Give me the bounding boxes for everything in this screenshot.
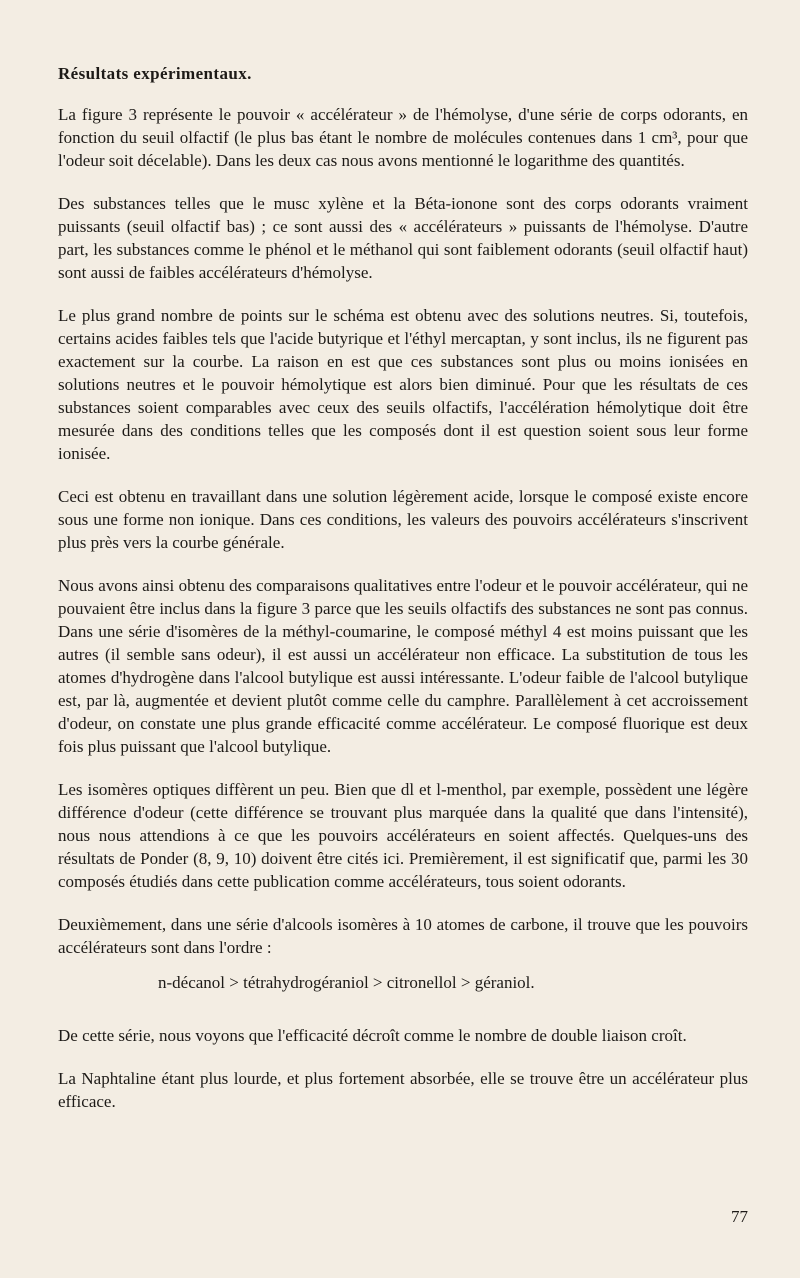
paragraph-figure-3: La figure 3 représente le pouvoir « accélérateur » de l'hémolyse, d'une série de corps odorants, en fonction du seuil olfactif (le plus bas étant le nombre de molécules contenues dans 1 cm³, pour que l'odeur soit décelable). Dans les deux cas nous avons mentionné le logarithme des quantités. (58, 105, 748, 170)
paragraph-efficiency-decrease: De cette série, nous voyons que l'efficacité décroît comme le nombre de double liaison croît. (58, 1026, 687, 1045)
paragraph-strong-odorants: Des substances telles que le musc xylène et la Béta-ionone sont des corps odorants vraiment puissants (seuil olfactif bas) ; ce sont aussi des « accélérateurs » puissants de l'hémolyse. D'autre part, les substances comme le phénol et le méthanol qui sont faiblement odorants (seuil olfactif haut) sont aussi de faibles accélérateurs d'hémolyse. (58, 194, 748, 282)
section-heading: Résultats expérimentaux. (58, 64, 252, 83)
accelerator-order-formula: n-décanol > tétrahydrogéraniol > citronellol > géraniol. (158, 973, 535, 992)
paragraph-alcohol-series: Deuxièmement, dans une série d'alcools isomères à 10 atomes de carbone, il trouve que les pouvoirs accélérateurs sont dans l'ordre : (58, 915, 748, 957)
paragraph-optical-isomers: Les isomères optiques diffèrent un peu. Bien que dl et l-menthol, par exemple, possèdent une légère différence d'odeur (cette différence se trouvant plus marquée dans la qualité que dans l'intensité), nous nous attendions à ce que les pouvoirs accélérateurs en soient affectés. Quelques-uns des résultats de Ponder (8, 9, 10) doivent être cités ici. Premièrement, il est significatif que, parmi les 30 composés étudiés dans cette publication comme accélérateurs, tous soient odorants. (58, 780, 748, 891)
paragraph-naphthalene: La Naphtaline étant plus lourde, et plus fortement absorbée, elle se trouve être un accélérateur plus efficace. (58, 1069, 748, 1111)
paragraph-neutral-solutions: Le plus grand nombre de points sur le schéma est obtenu avec des solutions neutres. Si, toutefois, certains acides faibles tels que l'acide butyrique et l'éthyl mercaptan, y sont inclus, ils ne figurent pas exactement sur la courbe. La raison en est que ces substances sont plus ou moins ionisées en solutions neutres et le pouvoir hémolytique est alors bien diminué. Pour que les résultats de ces substances soient comparables avec ceux des seuils olfactifs, l'accélération hémolytique doit être mesurée dans des conditions telles que les composés dont il est question soient sous leur forme ionisée. (58, 306, 748, 463)
paragraph-acid-solution: Ceci est obtenu en travaillant dans une solution légèrement acide, lorsque le composé existe encore sous une forme non ionique. Dans ces conditions, les valeurs des pouvoirs accélérateurs s'inscrivent plus près vers la courbe générale. (58, 487, 748, 552)
paragraph-qualitative-comparisons: Nous avons ainsi obtenu des comparaisons qualitatives entre l'odeur et le pouvoir accélérateur, qui ne pouvaient être inclus dans la figure 3 parce que les seuils olfactifs des substances ne sont pas connus. Dans une série d'isomères de la méthyl-coumarine, le composé méthyl 4 est moins puissant que les autres (il semble sans odeur), il est aussi un accélérateur non efficace. La substitution de tous les atomes d'hydrogène dans l'alcool butylique est aussi intéressante. L'odeur faible de l'alcool butylique est, par là, augmentée et devient plutôt comme celle du camphre. Parallèlement à cet accroissement d'odeur, on constate une plus grande efficacité comme accélérateur. Le composé fluorique est deux fois plus puissant que l'alcool butylique. (58, 576, 748, 756)
page-number: 77 (731, 1207, 748, 1226)
